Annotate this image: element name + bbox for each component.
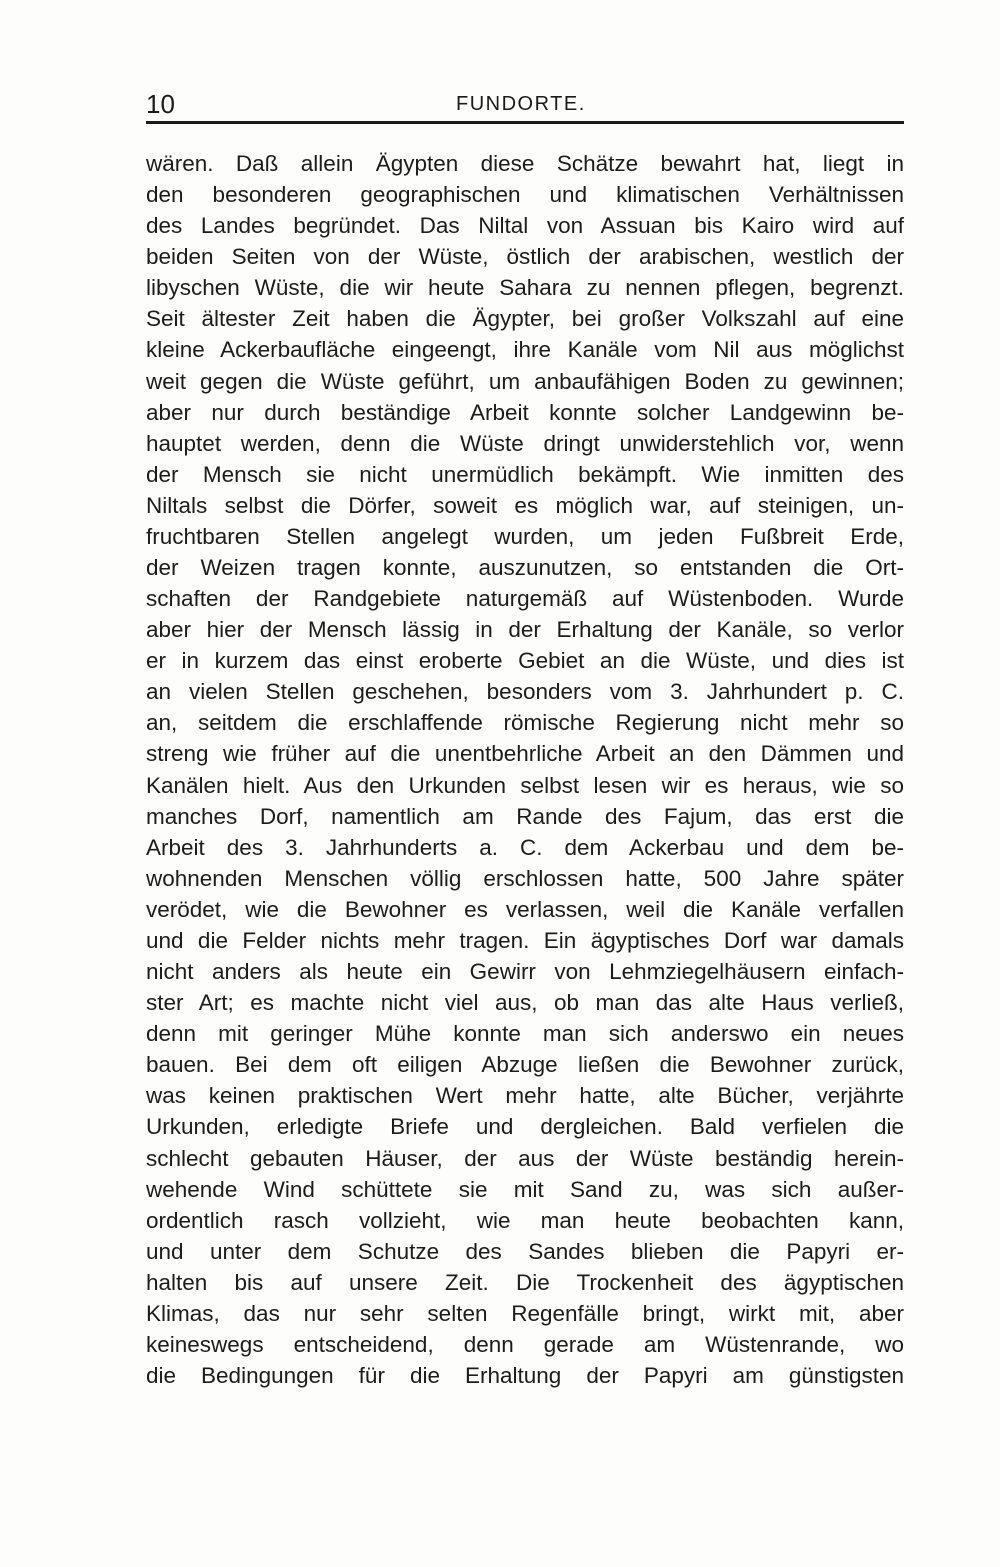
text-line: nicht anders als heute ein Gewirr von Lehmziegelhäusern einfach-	[146, 959, 904, 985]
text-line: verödet, wie die Bewohner es verlassen, weil die Kanäle verfallen	[146, 896, 904, 922]
text-line: libyschen Wüste, die wir heute Sahara zu nennen pflegen, begrenzt.	[146, 275, 904, 301]
text-line: aber hier der Mensch lässig in der Erhaltung der Kanäle, so verlor	[146, 617, 904, 643]
text-line: denn mit geringer Mühe konnte man sich anderswo ein neues	[146, 1021, 904, 1047]
text-line: wehende Wind schüttete sie mit Sand zu, was sich außer-	[146, 1176, 904, 1202]
text-line: bauen. Bei dem oft eiligen Abzuge ließen die Bewohner zurück,	[146, 1052, 904, 1078]
text-line: fruchtbaren Stellen angelegt wurden, um jeden Fußbreit Erde,	[146, 523, 904, 549]
text-line: an vielen Stellen geschehen, besonders vom 3. Jahrhundert p. C.	[146, 679, 904, 705]
text-line: Urkunden, erledigte Briefe und dergleichen. Bald verfielen die	[146, 1114, 904, 1140]
text-line: streng wie früher auf die unentbehrliche Arbeit an den Dämmen und	[146, 741, 904, 767]
text-line: hauptet werden, denn die Wüste dringt unwiderstehlich vor, wenn	[146, 430, 904, 456]
text-line: der Weizen tragen konnte, auszunutzen, so entstanden die Ort-	[146, 555, 904, 581]
text-line: der Mensch sie nicht unermüdlich bekämpft. Wie inmitten des	[146, 461, 904, 487]
text-line: des Landes begründet. Das Niltal von Assuan bis Kairo wird auf	[146, 213, 904, 239]
text-line: Seit ältester Zeit haben die Ägypter, bei großer Volkszahl auf eine	[146, 306, 904, 332]
text-line: wohnenden Menschen völlig erschlossen hatte, 500 Jahre später	[146, 865, 904, 891]
text-line: und die Felder nichts mehr tragen. Ein ägyptisches Dorf war damals	[146, 927, 904, 953]
text-line: Niltals selbst die Dörfer, soweit es möglich war, auf steinigen, un-	[146, 492, 904, 518]
header-rule	[146, 121, 904, 124]
text-line: ster Art; es machte nicht viel aus, ob man das alte Haus verließ,	[146, 990, 904, 1016]
text-line: beiden Seiten von der Wüste, östlich der arabischen, westlich der	[146, 244, 904, 270]
page-number: 10	[146, 89, 175, 119]
text-line: weit gegen die Wüste geführt, um anbaufähigen Boden zu gewinnen;	[146, 368, 904, 394]
text-line: aber nur durch beständige Arbeit konnte solcher Landgewinn be-	[146, 399, 904, 425]
body-text	[146, 148, 904, 1391]
text-line: keineswegs entscheidend, denn gerade am Wüstenrande, wo	[146, 1331, 904, 1357]
text-line: ordentlich rasch vollzieht, wie man heute beobachten kann,	[146, 1207, 904, 1233]
text-line: die Bedingungen für die Erhaltung der Papyri am günstigsten	[146, 1363, 904, 1389]
text-line: schlecht gebauten Häuser, der aus der Wüste beständig herein-	[146, 1145, 904, 1171]
text-line: wären. Daß allein Ägypten diese Schätze bewahrt hat, liegt in	[146, 151, 904, 176]
page-header	[146, 88, 904, 120]
text-line: er in kurzem das einst eroberte Gebiet an die Wüste, und dies ist	[146, 648, 904, 674]
text-line: manches Dorf, namentlich am Rande des Fajum, das erst die	[146, 803, 904, 829]
text-line: den besonderen geographischen und klimatischen Verhältnissen	[146, 182, 904, 208]
text-line: Arbeit des 3. Jahrhunderts a. C. dem Ackerbau und dem be-	[146, 834, 904, 860]
running-head: FUNDORTE.	[456, 93, 586, 115]
text-line: und unter dem Schutze des Sandes blieben die Papyri er-	[146, 1238, 904, 1264]
text-line: Klimas, das nur sehr selten Regenfälle bringt, wirkt mit, aber	[146, 1300, 904, 1326]
text-line: an, seitdem die erschlaffende römische Regierung nicht mehr so	[146, 710, 904, 736]
text-line: halten bis auf unsere Zeit. Die Trockenheit des ägyptischen	[146, 1269, 904, 1295]
text-line: was keinen praktischen Wert mehr hatte, alte Bücher, verjährte	[146, 1083, 904, 1109]
text-line: Kanälen hielt. Aus den Urkunden selbst lesen wir es heraus, wie so	[146, 772, 904, 798]
text-line: kleine Ackerbaufläche eingeengt, ihre Kanäle vom Nil aus möglichst	[146, 337, 904, 363]
text-line: schaften der Randgebiete naturgemäß auf Wüstenboden. Wurde	[146, 586, 904, 612]
